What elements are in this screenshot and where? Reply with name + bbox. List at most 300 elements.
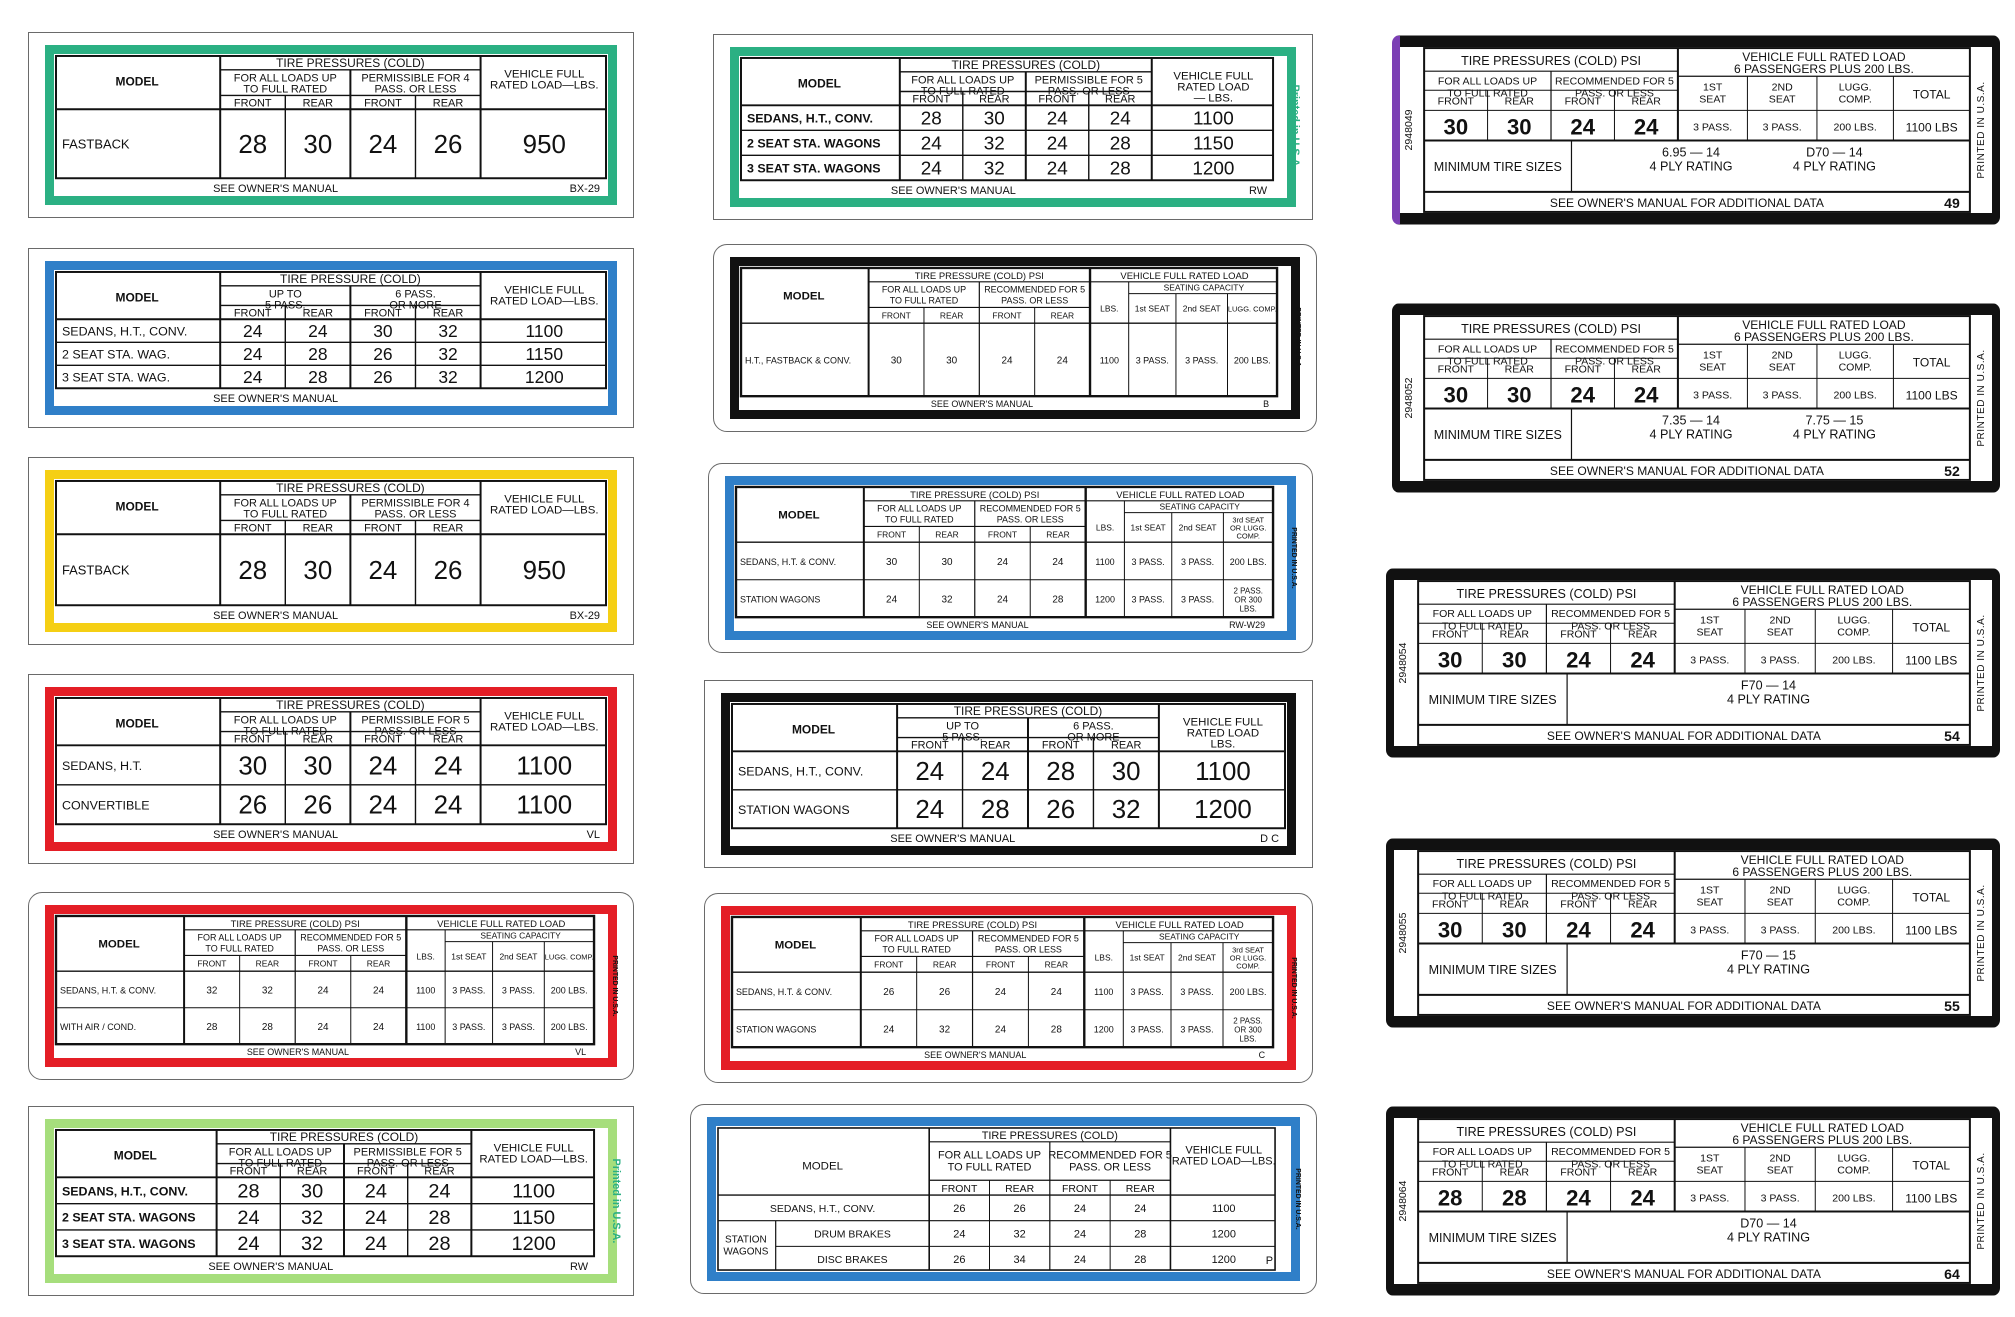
load-value: 1100 xyxy=(516,752,573,781)
vehicle-load-heading: VEHICLE FULL RATED LOAD xyxy=(1742,318,1906,333)
decal-code: 49 xyxy=(1944,194,1960,211)
pressure-value: 30 xyxy=(303,557,333,585)
pressure-value: 32 xyxy=(1013,1228,1026,1241)
pressure-value: 24 xyxy=(368,131,398,159)
decal-color-border xyxy=(45,905,617,1067)
front-rear-label: FRONT xyxy=(1061,1184,1098,1196)
column-group-a: TO FULL RATED xyxy=(1441,620,1523,633)
printed-in-usa: PRINTED IN U.S.A. xyxy=(1975,349,1987,447)
column-group-a: FOR ALL LOADS UP xyxy=(1432,608,1532,621)
column-group-b: OR MORE xyxy=(389,299,442,312)
printed-in-usa: PRINTED IN U.S.A. xyxy=(610,955,619,1017)
load-value: 1100 xyxy=(1095,556,1115,567)
ply-rating: 4 PLY RATING xyxy=(1649,427,1733,442)
vehicle-load-heading: RATED LOAD xyxy=(1186,727,1260,740)
tire-pressure-heading: TIRE PRESSURES (COLD) PSI xyxy=(1456,857,1637,872)
vehicle-load-heading: VEHICLE FULL RATED LOAD xyxy=(1740,583,1904,598)
front-rear-label: FRONT xyxy=(1564,95,1601,108)
pressure-value: 26 xyxy=(883,986,895,998)
pressure-value: 24 xyxy=(1050,986,1062,998)
pressure-value: 24 xyxy=(1630,647,1655,673)
column-group-a: FOR ALL LOADS UP xyxy=(1432,1146,1532,1159)
pressure-value: 32 xyxy=(261,985,273,997)
front-rear-label: REAR xyxy=(1499,628,1529,641)
model-name: 2 SEAT STA. WAG. xyxy=(61,347,171,362)
decal-color-border xyxy=(45,1119,623,1283)
column-group-b: PASS. OR LESS xyxy=(366,1157,449,1170)
column-group-b: PASS. OR LESS xyxy=(1571,1158,1651,1171)
second-seat-value: 3 PASS. xyxy=(1760,924,1800,937)
tire-pressure-decal-gm-54 xyxy=(1386,568,2000,758)
part-number: 2948049 xyxy=(1403,109,1416,151)
see-owners-manual: SEE OWNER'S MANUAL xyxy=(890,833,1016,846)
tire-pressure-heading: TIRE PRESSURE (COLD) PSI xyxy=(914,269,1044,281)
column-group-b: RECOMMENDED FOR 5 xyxy=(984,284,1086,295)
decal-table xyxy=(54,54,608,196)
pressure-value: 30 xyxy=(1506,114,1532,140)
pressure-value: 32 xyxy=(438,344,458,364)
seat-heading: SEAT xyxy=(1696,626,1724,639)
see-owners-manual: SEE OWNER'S MANUAL xyxy=(213,829,339,842)
vehicle-load-heading: VEHICLE FULL xyxy=(504,284,585,297)
second-seat-value: 3 PASS. xyxy=(1180,1024,1214,1035)
seat-heading: 1ST xyxy=(1700,1152,1720,1165)
model-heading: MODEL xyxy=(113,1148,157,1163)
pressure-value: 30 xyxy=(946,355,958,367)
model-heading: MODEL xyxy=(791,722,836,737)
model-heading: MODEL xyxy=(115,716,159,731)
vehicle-load-heading: VEHICLE FULL xyxy=(1173,70,1254,83)
pressure-value: 24 xyxy=(994,986,1007,998)
front-rear-label: FRONT xyxy=(881,310,911,321)
column-group-a: FOR ALL LOADS UP xyxy=(1432,878,1532,891)
column-group-a: TO FULL RATED xyxy=(243,725,328,738)
vehicle-load-heading: VEHICLE FULL xyxy=(493,1142,574,1155)
decal-color-border xyxy=(45,470,617,632)
pressure-value: 30 xyxy=(886,556,898,568)
decal-table xyxy=(739,56,1302,198)
model-name: 3 SEAT STA. WAGONS xyxy=(61,1237,196,1252)
load-value: 1100 xyxy=(512,1180,556,1203)
second-seat-value: 3 PASS. xyxy=(1180,556,1215,567)
pressure-value: 24 xyxy=(1109,107,1131,129)
front-rear-label: FRONT xyxy=(1038,93,1077,106)
see-owners-manual: SEE OWNER'S MANUAL xyxy=(930,399,1034,410)
luggage-value: 200 LBS. xyxy=(1229,986,1267,997)
column-group-b: PERMISSIBLE FOR 5 xyxy=(361,714,470,727)
luggage-value: 200 LBS. xyxy=(1833,389,1877,402)
ply-rating: 4 PLY RATING xyxy=(1727,962,1810,977)
minimum-tire-sizes: MINIMUM TIRE SIZES xyxy=(1433,160,1562,175)
column-group-a: FOR ALL LOADS UP xyxy=(197,932,282,943)
vehicle-load-heading: VEHICLE FULL RATED LOAD xyxy=(1740,853,1904,868)
ply-rating: 4 PLY RATING xyxy=(1649,159,1733,174)
decal-color-border xyxy=(707,1117,1300,1281)
column-group-a: FOR ALL LOADS UP xyxy=(911,74,1015,87)
seat-heading: 2ND xyxy=(1769,884,1791,897)
seat-heading: LUGG. xyxy=(1837,1152,1871,1165)
tire-pressure-heading: TIRE PRESSURES (COLD) PSI xyxy=(1461,322,1641,337)
pressure-value: 26 xyxy=(373,344,393,364)
decal-table xyxy=(1400,304,1992,492)
front-rear-label: REAR xyxy=(296,1165,328,1178)
tire-pressure-heading: TIRE PRESSURES (COLD) xyxy=(951,57,1101,72)
pressure-value: 24 xyxy=(368,791,398,820)
front-rear-label: FRONT xyxy=(1437,363,1475,376)
ply-rating: 4 PLY RATING xyxy=(1792,159,1876,174)
front-rear-label: FRONT xyxy=(197,958,227,969)
vehicle-load-heading: VEHICLE FULL RATED LOAD xyxy=(1116,488,1245,500)
column-group-a: FOR ALL LOADS UP xyxy=(938,1149,1042,1162)
pressure-value: 24 xyxy=(915,796,945,825)
pressure-value: 28 xyxy=(1046,757,1076,786)
luggage-value: 200 LBS. xyxy=(1833,121,1877,134)
seat-heading: SEAT xyxy=(1768,361,1796,374)
vehicle-load-heading: RATED LOAD—LBS. xyxy=(479,1153,588,1166)
pressure-value: 30 xyxy=(373,321,393,341)
model-name: SEDANS, H.T. & CONV. xyxy=(735,986,833,997)
minimum-tire-sizes: MINIMUM TIRE SIZES xyxy=(1433,428,1562,443)
front-rear-label: FRONT xyxy=(1432,628,1469,641)
pressure-value: 30 xyxy=(1437,647,1463,673)
front-rear-label: FRONT xyxy=(1560,628,1597,641)
column-group-a: TO FULL RATED xyxy=(1441,1158,1523,1171)
printed-in-usa: PRINTED IN U.S.A. xyxy=(1975,614,1987,712)
pressure-value: 28 xyxy=(1050,1024,1062,1036)
load-value: 1200 xyxy=(1211,1228,1236,1241)
model-name: DRUM BRAKES xyxy=(814,1229,891,1241)
pressure-value: 30 xyxy=(1443,382,1469,408)
pressure-value: 24 xyxy=(433,791,463,820)
front-rear-label: REAR xyxy=(1499,1166,1529,1179)
pressure-value: 32 xyxy=(206,985,218,997)
luggage-value: 200 LBS. xyxy=(550,1021,588,1032)
pressure-value: 30 xyxy=(1502,917,1527,943)
load-value: 1200 xyxy=(1093,1024,1114,1035)
column-group-a: TO FULL RATED xyxy=(243,83,328,96)
see-owners-manual: SEE OWNER'S MANUAL xyxy=(246,1047,350,1058)
second-seat-heading: 2nd SEAT xyxy=(1178,522,1217,533)
first-seat-heading: 1st SEAT xyxy=(1134,303,1170,314)
first-seat-value: 3 PASS. xyxy=(1693,121,1733,134)
decal-code: RW xyxy=(570,1261,589,1274)
lbs-heading: LBS. xyxy=(416,951,435,962)
total-heading: TOTAL xyxy=(1912,620,1951,635)
vehicle-load-heading: RATED LOAD—LBS. xyxy=(490,721,599,734)
front-rear-label: FRONT xyxy=(233,522,272,535)
decal-color-border xyxy=(721,693,1296,855)
tire-pressure-decal-b-black xyxy=(713,244,1317,432)
front-rear-label: FRONT xyxy=(1560,898,1597,911)
front-rear-label: FRONT xyxy=(941,1184,978,1196)
decal-code: C xyxy=(1258,1050,1266,1061)
luggage-value: 200 LBS. xyxy=(1229,556,1267,567)
pressure-value: 24 xyxy=(1134,1202,1147,1215)
load-value: 1100 xyxy=(1193,107,1234,129)
load-value: 1200 xyxy=(524,367,564,387)
front-rear-label: FRONT xyxy=(987,529,1018,540)
pressure-value: 30 xyxy=(1443,114,1469,140)
tire-size: 6.95 — 14 xyxy=(1662,145,1720,160)
decal-color-border xyxy=(730,257,1300,419)
pressure-value: 24 xyxy=(1073,1254,1087,1267)
seat-heading: 1ST xyxy=(1700,884,1720,897)
tire-size: 7.75 — 15 xyxy=(1805,413,1864,428)
pressure-value: 24 xyxy=(1056,355,1068,367)
pressure-value: 24 xyxy=(1001,355,1013,367)
pressure-value: 30 xyxy=(1506,382,1532,408)
luggage-value: OR 300 xyxy=(1234,1025,1262,1035)
vehicle-load-heading: VEHICLE FULL RATED LOAD xyxy=(1120,269,1249,281)
front-rear-label: REAR xyxy=(980,739,1011,752)
lbs-heading: LBS. xyxy=(1095,522,1115,533)
luggage-heading: LUGG. COMP. xyxy=(1227,304,1277,314)
pressure-value: 30 xyxy=(1437,917,1463,943)
first-seat-value: 3 PASS. xyxy=(452,985,486,996)
column-group-b: PASS. OR LESS xyxy=(994,944,1062,955)
column-group-b: PASS. OR LESS xyxy=(1574,87,1654,100)
passengers-heading: 6 PASSENGERS PLUS 200 LBS. xyxy=(1732,595,1913,610)
load-value: 1100 xyxy=(1211,1202,1236,1215)
minimum-tire-sizes: MINIMUM TIRE SIZES xyxy=(1428,963,1557,978)
decal-code: 64 xyxy=(1944,1265,1960,1282)
model-heading: MODEL xyxy=(98,938,140,951)
pressure-value: 24 xyxy=(1570,114,1596,140)
pressure-value: 26 xyxy=(939,986,951,998)
front-rear-label: REAR xyxy=(1005,1184,1035,1196)
pressure-value: 30 xyxy=(983,107,1005,129)
front-rear-label: FRONT xyxy=(910,739,949,752)
tire-pressure-decal-bx29-yellow xyxy=(28,457,634,645)
first-seat-heading: 1st SEAT xyxy=(1130,522,1166,533)
pressure-value: 28 xyxy=(1437,1185,1463,1211)
model-name: WITH AIR / COND. xyxy=(59,1021,137,1032)
model-name: FASTBACK xyxy=(61,562,130,578)
pressure-value: 28 xyxy=(920,107,942,129)
pressure-value: 26 xyxy=(433,557,463,585)
pressure-value: 24 xyxy=(1633,114,1659,140)
front-rear-label: REAR xyxy=(302,522,334,535)
seat-heading: 2ND xyxy=(1771,349,1793,362)
luggage-heading: OR LUGG. xyxy=(1229,953,1267,963)
front-rear-label: REAR xyxy=(939,310,964,321)
front-rear-label: REAR xyxy=(424,1165,455,1178)
front-rear-label: FRONT xyxy=(356,1165,395,1178)
model-name: STATION WAGONS xyxy=(737,803,850,817)
pressure-value: 24 xyxy=(368,752,398,781)
front-rear-label: FRONT xyxy=(1437,95,1475,108)
seat-heading: COMP. xyxy=(1837,896,1871,909)
decal-color-border xyxy=(45,45,617,205)
pressure-value: 24 xyxy=(364,1180,387,1203)
decal-color-border xyxy=(721,906,1296,1070)
column-group-a: TO FULL RATED xyxy=(1441,890,1523,903)
front-rear-label: REAR xyxy=(1504,363,1534,376)
seating-capacity-heading: SEATING CAPACITY xyxy=(480,930,561,941)
second-seat-value: 3 PASS. xyxy=(1762,121,1802,134)
see-owners-manual: SEE OWNER'S MANUAL xyxy=(926,620,1029,631)
front-rear-label: REAR xyxy=(302,733,334,746)
column-group-a: FOR ALL LOADS UP xyxy=(874,933,959,944)
front-rear-label: REAR xyxy=(1499,898,1529,911)
pressure-value: 24 xyxy=(996,556,1009,568)
seat-heading: LUGG. xyxy=(1838,81,1872,94)
decal-code: D C xyxy=(1260,833,1280,846)
printed-in-usa: PRINTED IN U.S.A. xyxy=(1975,884,1987,982)
column-group-b: PASS. OR LESS xyxy=(1069,1161,1152,1174)
pressure-value: 28 xyxy=(1134,1254,1147,1267)
load-value: 1150 xyxy=(525,344,564,364)
front-rear-label: FRONT xyxy=(364,733,402,746)
decal-code: B xyxy=(1263,399,1270,410)
part-number: 2948052 xyxy=(1403,377,1416,419)
vehicle-load-heading: RATED LOAD—LBS. xyxy=(1171,1155,1276,1168)
see-owners-manual: SEE OWNER'S MANUAL FOR ADDITIONAL DATA xyxy=(1546,998,1821,1013)
pressure-value: 30 xyxy=(1502,647,1527,673)
model-name: SEDANS, H.T. xyxy=(61,759,143,773)
station-wagons-group: WAGONS xyxy=(723,1246,769,1258)
pressure-value: 24 xyxy=(1566,647,1591,673)
ply-rating: 4 PLY RATING xyxy=(1727,692,1810,707)
luggage-value: 200 LBS. xyxy=(1233,355,1271,366)
pressure-value: 24 xyxy=(373,985,385,997)
seating-capacity-heading: SEATING CAPACITY xyxy=(1163,282,1245,293)
decal-table xyxy=(730,702,1287,846)
pressure-value: 28 xyxy=(1052,594,1064,606)
front-rear-label: REAR xyxy=(1631,95,1661,108)
pressure-value: 24 xyxy=(1052,556,1064,568)
column-group-b: RECOMMENDED FOR 5 xyxy=(1551,878,1671,891)
pressure-value: 32 xyxy=(941,594,953,606)
front-rear-label: FRONT xyxy=(233,733,272,746)
front-rear-label: REAR xyxy=(366,958,391,969)
front-rear-label: FRONT xyxy=(364,307,402,320)
minimum-tire-sizes: MINIMUM TIRE SIZES xyxy=(1428,693,1557,708)
part-number: 2948055 xyxy=(1397,912,1410,954)
pressure-value: 30 xyxy=(941,556,953,568)
column-group-b: PERMISSIBLE FOR 4 xyxy=(361,497,470,510)
seat-heading: LUGG. xyxy=(1838,349,1872,362)
decal-table xyxy=(54,270,608,406)
pressure-value: 28 xyxy=(428,1233,451,1256)
pressure-value: 30 xyxy=(1111,757,1141,786)
decal-color-border xyxy=(45,261,617,415)
total-value: 1100 LBS xyxy=(1905,1191,1958,1206)
first-seat-value: 3 PASS. xyxy=(1693,389,1733,402)
column-group-b: RECOMMENDED FOR 5 xyxy=(1554,75,1674,88)
second-seat-value: 3 PASS. xyxy=(501,985,536,996)
pressure-value: 30 xyxy=(303,752,333,781)
seat-heading: 2ND xyxy=(1771,81,1793,94)
pressure-value: 28 xyxy=(308,344,328,364)
pressure-value: 26 xyxy=(953,1202,966,1215)
column-group-b: PERMISSIBLE FOR 5 xyxy=(353,1146,462,1159)
seat-heading: 2ND xyxy=(1769,614,1791,627)
pressure-value: 24 xyxy=(920,157,942,179)
decal-code: VL xyxy=(586,829,601,842)
front-rear-label: REAR xyxy=(432,522,464,535)
column-group-b: PASS. OR LESS xyxy=(374,725,457,738)
column-group-b: OR MORE xyxy=(1067,731,1120,744)
vehicle-load-heading: VEHICLE FULL RATED LOAD xyxy=(1742,50,1906,65)
front-rear-label: REAR xyxy=(432,97,464,110)
pressure-value: 24 xyxy=(237,1206,260,1229)
seat-heading: SEAT xyxy=(1766,896,1794,909)
column-group-b: PASS. OR LESS xyxy=(317,943,385,954)
seat-heading: SEAT xyxy=(1696,1164,1724,1177)
luggage-value: 2 PASS. xyxy=(1233,586,1263,596)
column-group-b: RECOMMENDED FOR 5 xyxy=(979,503,1081,514)
tire-pressure-decal-gm-52 xyxy=(1392,303,2000,493)
tire-pressure-heading: TIRE PRESSURES (COLD) xyxy=(953,703,1103,718)
luggage-heading: LUGG. COMP. xyxy=(544,952,594,962)
column-group-a: TO FULL RATED xyxy=(205,943,274,954)
vehicle-load-heading: VEHICLE FULL RATED LOAD xyxy=(437,917,566,929)
tire-pressure-heading: TIRE PRESSURES (COLD) xyxy=(276,55,425,70)
decal-table xyxy=(54,1128,623,1274)
tire-pressure-heading: TIRE PRESSURE (COLD) PSI xyxy=(907,918,1038,930)
pressure-value: 24 xyxy=(1046,107,1068,129)
second-seat-value: 3 PASS. xyxy=(1762,389,1802,402)
first-seat-value: 3 PASS. xyxy=(1690,654,1730,667)
pressure-value: 32 xyxy=(983,132,1005,154)
column-group-b: PERMISSIBLE FOR 4 xyxy=(361,72,470,85)
pressure-value: 24 xyxy=(317,985,329,997)
pressure-value: 24 xyxy=(1073,1228,1087,1241)
second-seat-value: 3 PASS. xyxy=(1185,355,1219,366)
pressure-value: 32 xyxy=(438,321,458,341)
pressure-value: 26 xyxy=(1013,1202,1026,1215)
column-group-b: RECOMMENDED FOR 5 xyxy=(1551,608,1671,621)
tire-size: F70 — 14 xyxy=(1740,678,1797,693)
tire-pressure-decal-bx29-green xyxy=(28,32,634,218)
vehicle-load-heading: RATED LOAD—LBS. xyxy=(490,295,599,308)
decal-table xyxy=(1400,36,1992,224)
front-rear-label: REAR xyxy=(1046,529,1070,540)
decal-code: VL xyxy=(575,1047,587,1058)
pressure-value: 24 xyxy=(317,1021,329,1033)
pressure-value: 24 xyxy=(373,1021,385,1033)
pressure-value: 28 xyxy=(980,796,1010,825)
front-rear-label: REAR xyxy=(979,93,1010,106)
see-owners-manual: SEE OWNER'S MANUAL xyxy=(890,185,1016,198)
model-name: STATION WAGONS xyxy=(735,1024,817,1035)
model-name: FASTBACK xyxy=(61,136,130,152)
pressure-value: 30 xyxy=(238,752,268,781)
column-group-b: 6 PASS. xyxy=(1073,720,1114,733)
luggage-value: 2 PASS. xyxy=(1233,1016,1263,1026)
pressure-value: 32 xyxy=(301,1206,324,1229)
pressure-value: 24 xyxy=(1073,1202,1087,1215)
tire-pressure-heading: TIRE PRESSURES (COLD) PSI xyxy=(1456,1125,1637,1140)
pressure-value: 24 xyxy=(368,557,398,585)
pressure-value: 24 xyxy=(1630,1185,1655,1211)
front-rear-label: REAR xyxy=(432,307,464,320)
column-group-b: RECOMMENDED FOR 5 xyxy=(1048,1149,1172,1162)
load-value: 1100 xyxy=(525,321,564,341)
load-value: 950 xyxy=(522,557,566,585)
vehicle-load-heading: RATED LOAD—LBS. xyxy=(490,79,599,92)
first-seat-value: 3 PASS. xyxy=(1690,924,1730,937)
column-group-a: UP TO xyxy=(946,720,979,733)
column-group-b: PASS. OR LESS xyxy=(1001,295,1069,306)
tire-size: 7.35 — 14 xyxy=(1662,413,1720,428)
front-rear-label: REAR xyxy=(1627,1166,1658,1179)
pressure-value: 24 xyxy=(308,321,328,341)
load-value: 1100 xyxy=(516,791,573,820)
pressure-value: 24 xyxy=(1046,157,1068,179)
column-group-a: TO FULL RATED xyxy=(889,295,959,306)
